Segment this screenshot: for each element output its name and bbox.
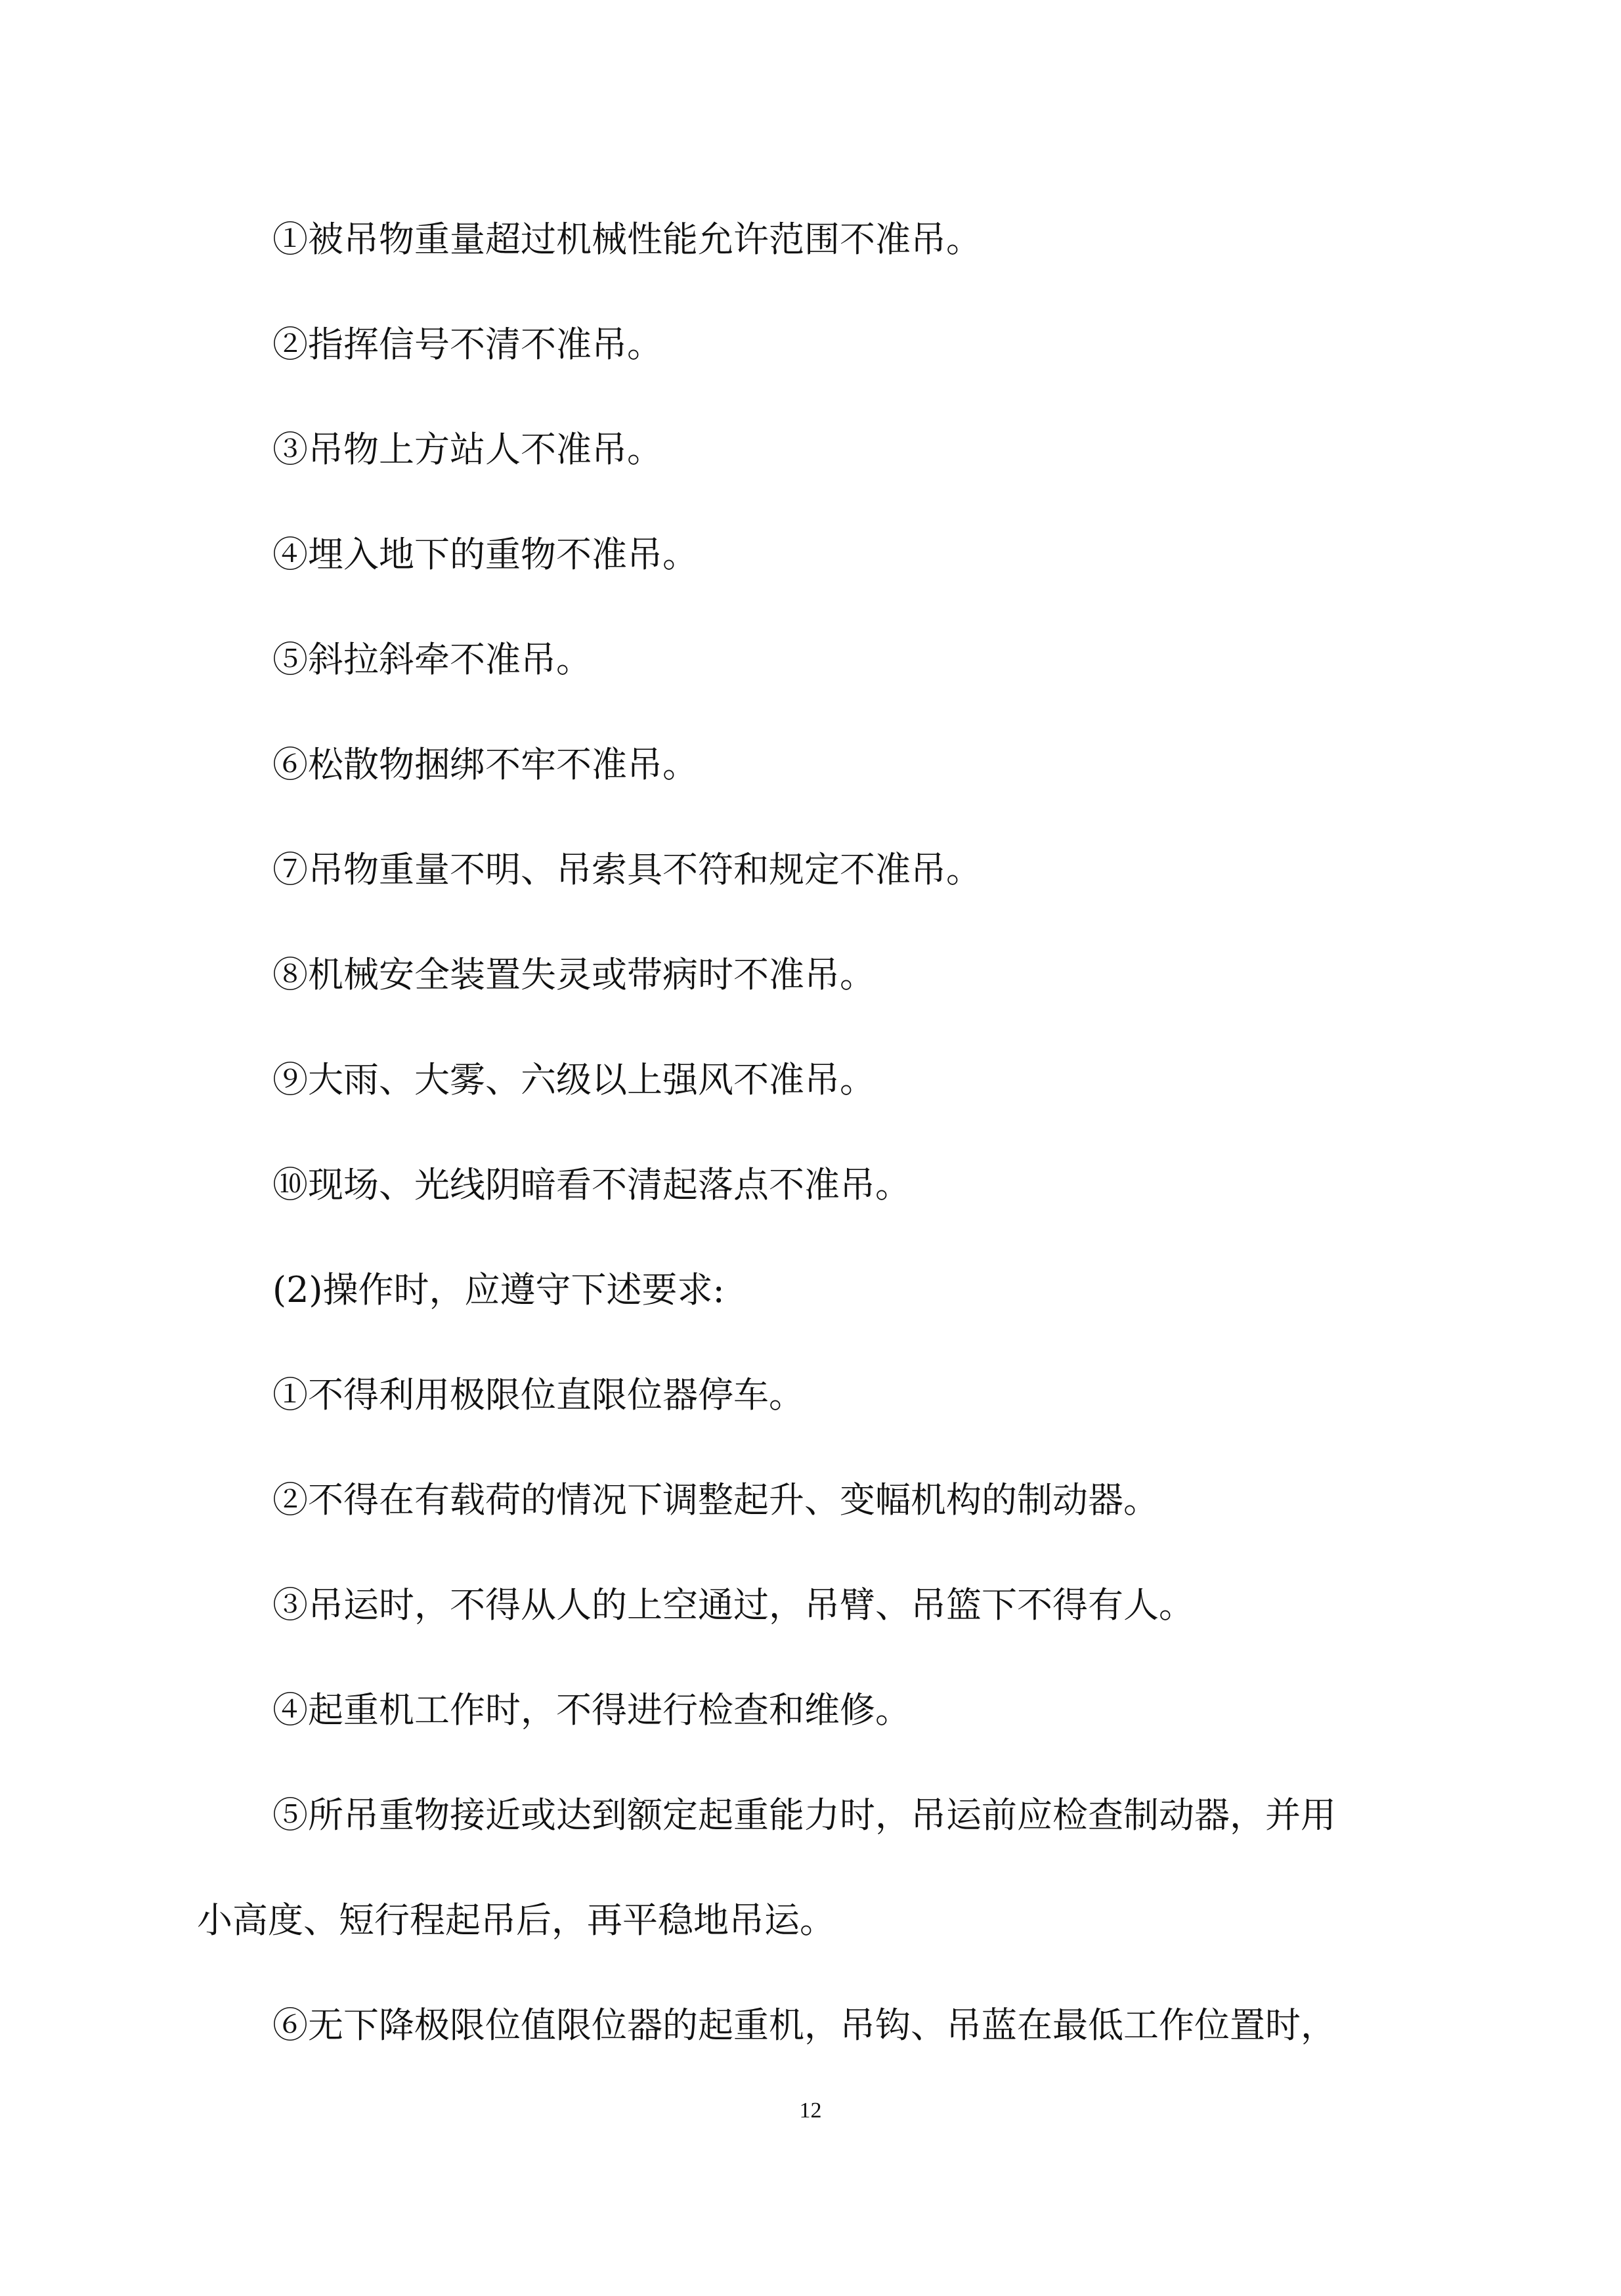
paragraph: ⑦吊物重量不明、吊索具不符和规定不准吊。 (272, 849, 982, 890)
paragraph: ⑥无下降极限位值限位器的起重机，吊钩、吊蓝在最低工作位置时， (272, 2004, 1336, 2046)
paragraph: ①被吊物重量超过机械性能允许范围不准吊。 (272, 219, 982, 260)
paragraph: ②指挥信号不清不准吊。 (272, 324, 662, 365)
section-heading: (2)操作时，应遵守下述要求: (272, 1269, 725, 1310)
page-number: 12 (799, 2098, 822, 2123)
paragraph: ④埋入地下的重物不准吊。 (272, 534, 698, 575)
paragraph-continuation: 小高度、短行程起吊后，再平稳地吊运。 (197, 1899, 835, 1941)
paragraph: ⑩现场、光线阴暗看不清起落点不准吊。 (272, 1164, 911, 1205)
paragraph: ⑧机械安全装置失灵或带病时不准吊。 (272, 954, 875, 995)
paragraph: ⑤斜拉斜牵不准吊。 (272, 639, 592, 680)
paragraph: ④起重机工作时，不得进行检查和维修。 (272, 1689, 911, 1731)
paragraph: ⑤所吊重物接近或达到额定起重能力时，吊运前应检查制动器，并用 (272, 1794, 1336, 1836)
paragraph: ②不得在有载荷的情况下调整起升、变幅机构的制动器。 (272, 1479, 1159, 1521)
paragraph: ⑨大雨、大雾、六级以上强风不准吊。 (272, 1059, 875, 1100)
paragraph: ③吊运时，不得从人的上空通过，吊臂、吊篮下不得有人。 (272, 1584, 1194, 1626)
paragraph: ③吊物上方站人不准吊。 (272, 429, 662, 470)
paragraph: ⑥松散物捆绑不牢不准吊。 (272, 744, 698, 785)
paragraph: ①不得利用极限位直限位器停车。 (272, 1374, 804, 1416)
